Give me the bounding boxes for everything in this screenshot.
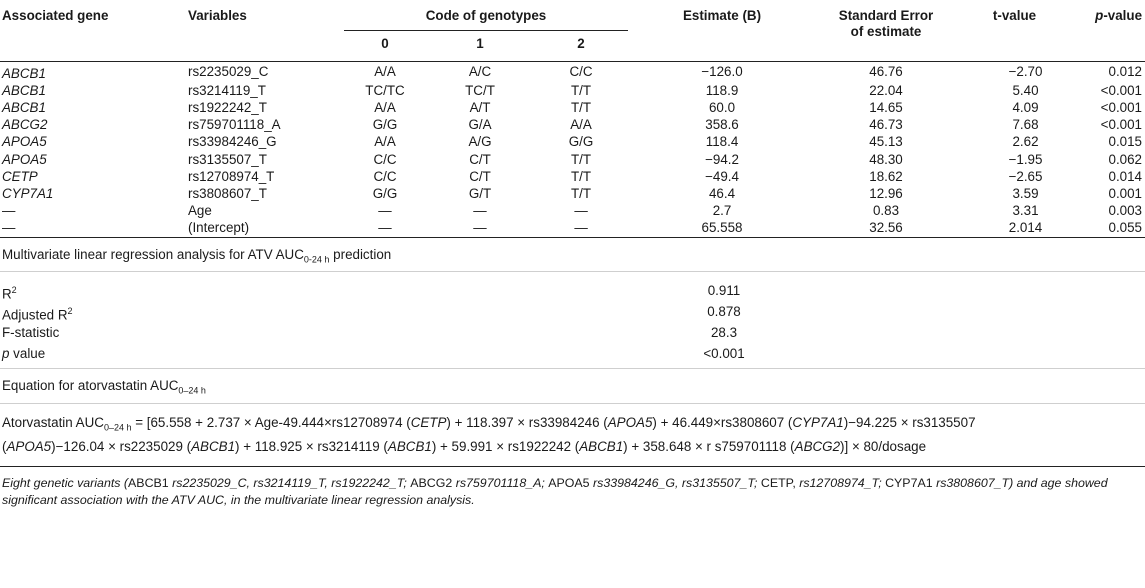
cell-genotype-2: G/G xyxy=(568,134,594,150)
fn-u2: ABCG2 xyxy=(410,476,453,491)
cell-t-value: 2.62 xyxy=(1012,134,1039,150)
equation-title-pre: Equation for atorvastatin AUC xyxy=(2,377,179,393)
regression-title-post: prediction xyxy=(329,246,392,262)
table-row xyxy=(0,202,1145,219)
cell-t-value: 7.68 xyxy=(1012,117,1039,133)
stat-r2 xyxy=(0,280,1145,301)
header-variables: Variables xyxy=(188,8,247,23)
cell-p-value: 0.055 xyxy=(1108,220,1143,236)
cell-standard-error: 48.30 xyxy=(869,151,903,167)
cell-standard-error: 22.04 xyxy=(869,82,903,98)
cell-standard-error: 0.83 xyxy=(872,203,900,219)
regression-table xyxy=(0,0,1145,237)
header-code-1: 1 xyxy=(476,35,484,51)
table-footnote xyxy=(0,467,1145,509)
cell-variable: rs2235029_C xyxy=(188,64,269,79)
cell-genotype-1: A/T xyxy=(469,99,491,115)
cell-genotype-2: T/T xyxy=(570,99,592,115)
p-label xyxy=(2,343,45,364)
cell-estimate: −49.4 xyxy=(705,168,739,184)
cell-estimate: −126.0 xyxy=(701,64,743,79)
cell-estimate: 65.558 xyxy=(701,220,743,236)
table-row xyxy=(0,168,1145,185)
cell-t-value: 3.59 xyxy=(1012,185,1039,201)
fn-u5: CYP7A1 xyxy=(885,476,933,491)
eq-b: = [65.558 + 2.737 × Age-49.444×rs12708974 ( xyxy=(131,414,411,430)
header-t-value: t-value xyxy=(992,8,1037,23)
table-row xyxy=(0,116,1145,133)
fn-u4: CETP, xyxy=(760,476,796,491)
p-label-rest: value xyxy=(9,345,46,361)
cell-genotype-1: C/T xyxy=(469,151,491,167)
regression-title-pre: Multivariate linear regression analysis for ATV AUC xyxy=(2,246,304,262)
header-p-value xyxy=(1073,0,1145,61)
section-equation-title xyxy=(0,369,1145,404)
f-label: F-statistic xyxy=(2,324,60,340)
header-p-rest: -value xyxy=(1103,8,1143,23)
cell-p-value: 0.014 xyxy=(1108,168,1143,184)
cell-standard-error: 32.56 xyxy=(869,220,903,236)
cell-standard-error: 46.76 xyxy=(869,64,903,79)
regression-title-sub: 0-24 h xyxy=(303,254,330,265)
cell-genotype-0: G/G xyxy=(372,185,398,201)
cell-genotype-1: C/T xyxy=(469,168,491,184)
eq-i: ) + 358.648 × r s759701118 ( xyxy=(623,439,795,455)
cell-genotype-2: T/T xyxy=(570,82,592,98)
equation-text: Atorvastatin $AUC_{0-24 h} = [65.558 + 2.737 \times Age-49.444\times rs12708974$ (CETP) + 118.397 × rs33984246 (APOA5) + 46.449×rs3808607 (CYP7A1)−94.225 × rs3135507 (APOA5)−126.04 × rs2235029 (ABCB1) + 118.925 × rs3214119 (ABCB1) + 59.991 × rs1922242 (ABCB1) + 358.648 × r s759701118 (ABCG2)] × 80/dosage xyxy=(0,404,1145,468)
cell-p-value: 0.001 xyxy=(1108,185,1143,201)
table-row xyxy=(0,185,1145,202)
cell-t-value: 3.31 xyxy=(1012,203,1039,219)
r2-label-text: R xyxy=(2,286,12,301)
cell-gene: — xyxy=(2,220,16,236)
cell-standard-error: 14.65 xyxy=(869,99,903,115)
eq-j: )] × 80/dosage xyxy=(840,439,927,455)
cell-genotype-0: A/A xyxy=(374,64,396,79)
fn-p2: rs2235029_C, rs3214119_T, rs1922242_T; xyxy=(168,476,411,491)
header-code-of-genotypes: Code of genotypes xyxy=(344,0,628,30)
cell-t-value: 2.014 xyxy=(1008,220,1043,236)
cell-genotype-0: — xyxy=(378,203,392,219)
fn-p5: rs12708974_T; xyxy=(795,476,886,491)
fn-p6: rs3808607_T) and age showed significant association with the ATV AUC, in the multivariate linear regression analysis. xyxy=(2,476,1108,508)
cell-variable: rs33984246_G xyxy=(188,134,277,150)
cell-p-value: <0.001 xyxy=(1100,117,1143,133)
cell-estimate: −94.2 xyxy=(705,151,739,167)
cell-variable: rs1922242_T xyxy=(188,99,267,115)
cell-variable: rs12708974_T xyxy=(188,168,275,184)
cell-genotype-2: C/C xyxy=(569,64,593,79)
cell-p-value: 0.062 xyxy=(1108,151,1143,167)
cell-p-value: 0.012 xyxy=(1108,64,1143,79)
cell-variable: Age xyxy=(188,203,212,219)
cell-genotype-0: A/A xyxy=(374,134,396,150)
stat-adjusted-r2 xyxy=(0,301,1145,322)
fn-p3: rs759701118_A; xyxy=(452,476,549,491)
eq-abcb1b: ABCB1 xyxy=(387,439,432,455)
cell-standard-error: 46.73 xyxy=(869,117,903,133)
cell-genotype-0: — xyxy=(378,220,392,236)
eq-d: ) + 46.449×rs3808607 ( xyxy=(652,414,793,430)
cell-genotype-0: A/A xyxy=(374,99,396,115)
cell-genotype-0: C/C xyxy=(373,151,397,167)
stat-p-value xyxy=(0,343,1145,364)
table-body xyxy=(0,61,1145,237)
cell-genotype-2: — xyxy=(574,220,588,236)
cell-p-value: 0.015 xyxy=(1108,134,1143,150)
header-se-line1: Standard Error xyxy=(838,8,934,23)
cell-estimate: 118.4 xyxy=(705,134,739,150)
cell-genotype-2: A/A xyxy=(570,117,592,133)
f-value: 28.3 xyxy=(710,324,738,340)
p-label-italic: p xyxy=(2,345,10,361)
cell-gene: CETP xyxy=(2,168,38,184)
cell-standard-error: 18.62 xyxy=(869,168,903,184)
fn-u3: APOA5 xyxy=(548,476,590,491)
eq-a: Atorvastatin AUC xyxy=(2,414,104,430)
eq-abcb1c: ABCB1 xyxy=(579,439,624,455)
fn-p1: Eight genetic variants ( xyxy=(2,476,129,491)
cell-t-value: −2.65 xyxy=(1008,168,1043,184)
cell-genotype-2: — xyxy=(574,203,588,219)
cell-genotype-2: T/T xyxy=(570,185,592,201)
cell-gene: APOA5 xyxy=(2,134,47,150)
cell-t-value: −1.95 xyxy=(1008,151,1043,167)
header-code-2: 2 xyxy=(577,35,585,51)
header-se-line2: of estimate xyxy=(850,24,922,39)
cell-t-value: 4.09 xyxy=(1012,99,1039,115)
table-row xyxy=(0,82,1145,99)
cell-genotype-1: G/A xyxy=(468,117,492,133)
eq-g: ) + 118.925 × rs3214119 ( xyxy=(235,439,388,455)
table-row xyxy=(0,99,1145,116)
cell-standard-error: 45.13 xyxy=(869,134,903,150)
cell-genotype-1: A/G xyxy=(468,134,492,150)
cell-p-value: 0.003 xyxy=(1108,203,1143,219)
stat-f-statistic xyxy=(0,322,1145,343)
cell-genotype-0: C/C xyxy=(373,168,397,184)
cell-estimate: 60.0 xyxy=(708,99,736,115)
eq-e: )−94.225 × rs3135507 xyxy=(843,414,976,430)
section-regression-title xyxy=(0,238,1145,272)
cell-genotype-1: G/T xyxy=(468,185,492,201)
cell-variable: rs759701118_A xyxy=(188,117,281,133)
cell-genotype-0: G/G xyxy=(372,117,398,133)
adj-r2-label-text: Adjusted R xyxy=(2,307,68,322)
cell-gene: ABCB1 xyxy=(2,99,46,115)
cell-gene: — xyxy=(2,203,16,219)
r2-value: 0.911 xyxy=(707,282,741,298)
p-value: <0.001 xyxy=(703,345,745,361)
header-code-0: 0 xyxy=(381,35,389,51)
cell-gene: ABCG2 xyxy=(2,117,48,133)
cell-variable: rs3808607_T xyxy=(188,185,267,201)
header-standard-error xyxy=(816,0,956,61)
adj-r2-value: 0.878 xyxy=(707,303,741,319)
fn-p4: rs33984246_G, rs3135507_T; xyxy=(589,476,761,491)
eq-c: ) + 118.397 × rs33984246 ( xyxy=(446,414,608,430)
eq-abcg2: ABCG2 xyxy=(794,439,841,455)
table-row xyxy=(0,61,1145,82)
r2-sup: 2 xyxy=(11,284,17,295)
cell-t-value: 5.40 xyxy=(1012,82,1039,98)
fn-u1: ABCB1 xyxy=(128,476,169,491)
header-p-italic: p xyxy=(1095,8,1104,23)
eq-h: ) + 59.991 × rs1922242 ( xyxy=(431,439,580,455)
cell-variable: (Intercept) xyxy=(188,220,250,236)
eq-f: )−126.04 × rs2235029 ( xyxy=(51,439,192,455)
eq-apoa5b: APOA5 xyxy=(6,439,52,455)
table-row xyxy=(0,151,1145,168)
equation-title-sub: 0–24 h xyxy=(178,385,206,396)
cell-genotype-0: TC/TC xyxy=(365,82,405,98)
table-row xyxy=(0,219,1145,236)
cell-estimate: 2.7 xyxy=(712,203,732,219)
eq-cyp: CYP7A1 xyxy=(792,414,844,430)
cell-estimate: 358.6 xyxy=(705,117,739,133)
cell-genotype-2: T/T xyxy=(570,151,592,167)
cell-genotype-1: — xyxy=(473,203,487,219)
cell-genotype-2: T/T xyxy=(570,168,592,184)
adj-r2-sup: 2 xyxy=(67,305,73,316)
cell-p-value: <0.001 xyxy=(1100,82,1143,98)
cell-variable: rs3214119_T xyxy=(188,82,266,98)
cell-variable: rs3135507_T xyxy=(188,151,267,167)
eq-a-sub: 0–24 h xyxy=(103,422,132,433)
eq-abcb1a: ABCB1 xyxy=(191,439,236,455)
cell-gene: APOA5 xyxy=(2,151,47,167)
header-associated-gene: Associated gene xyxy=(2,8,109,23)
cell-p-value: <0.001 xyxy=(1100,99,1143,115)
cell-gene: ABCB1 xyxy=(2,82,46,98)
header-estimate: Estimate (B) xyxy=(682,8,762,23)
cell-genotype-1: TC/T xyxy=(465,82,495,98)
table-row xyxy=(0,133,1145,150)
cell-genotype-1: — xyxy=(473,220,487,236)
cell-t-value: −2.70 xyxy=(1008,64,1043,79)
cell-genotype-1: A/C xyxy=(468,64,492,79)
eq-apoa5a: APOA5 xyxy=(607,414,653,430)
cell-standard-error: 12.96 xyxy=(869,185,903,201)
model-stats xyxy=(0,272,1145,369)
cell-gene: ABCB1 xyxy=(2,65,46,81)
cell-estimate: 46.4 xyxy=(708,185,736,201)
cell-estimate: 118.9 xyxy=(705,82,739,98)
cell-gene: CYP7A1 xyxy=(2,185,54,201)
eq-cetp: CETP xyxy=(410,414,447,430)
